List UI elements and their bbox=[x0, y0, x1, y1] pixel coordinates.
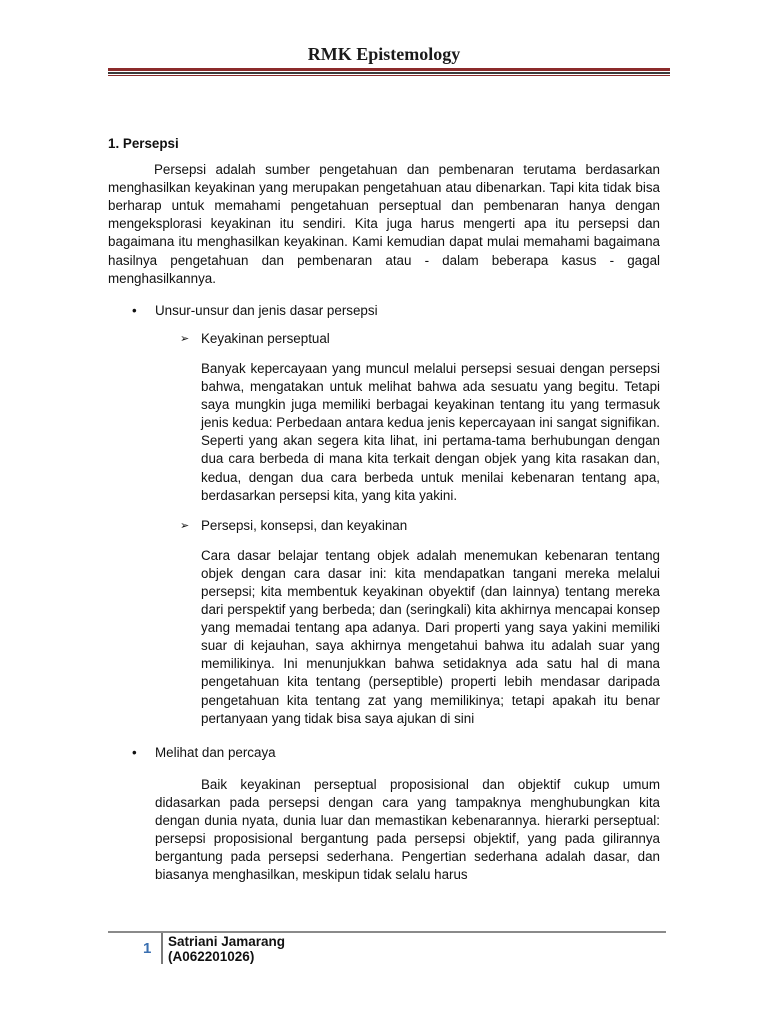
sub-item bbox=[108, 517, 660, 535]
header-rule-middle bbox=[108, 72, 670, 74]
intro-paragraph: Persepsi adalah sumber pengetahuan dan pembenaran terutama berdasarkan menghasilkan keyakinan yang merupakan pengetahuan atau dibenarkan. Tapi kita tidak bisa berharap untuk memahami pengetahuan perseptual dan pembenaran hanya dengan mengeksplorasi keyakinan itu sendiri. Kita juga harus mengerti apa itu persepsi dan bagaimana itu menghasilkan keyakinan. Kami kemudian dapat mulai memahami bagaimana hasilnya pengetahuan dan pembenaran atau - dalam beberapa kasus - gagal menghasilkannya. bbox=[108, 162, 660, 286]
bullet-icon: • bbox=[132, 302, 137, 318]
header-rule-top bbox=[108, 68, 670, 71]
sub-item bbox=[108, 330, 660, 348]
sub-item-label: Persepsi, konsepsi, dan keyakinan bbox=[201, 517, 408, 533]
footer-rule bbox=[108, 931, 666, 933]
author-name: Satriani Jamarang bbox=[168, 934, 286, 949]
bullet-icon: • bbox=[132, 744, 137, 760]
bullet-item bbox=[108, 302, 660, 320]
bullet-label: Melihat dan percaya bbox=[155, 744, 276, 760]
page-number: 1 bbox=[143, 940, 152, 957]
document-body bbox=[108, 135, 660, 884]
footer-author-block bbox=[168, 934, 285, 964]
sub-item-paragraph: Cara dasar belajar tentang objek adalah menemukan kebenaran tentang objek dengan cara dasar ini: kita mendapatkan tangani mereka melalui persepsi; kita membentuk keyakinan obyektif (dan lainnya) tentang mereka dari perspektif yang berbeda; dan (seringkali) kita akhirnya mencapai konsep yang memadai tentang apa adanya. Dari properti yang saya yakini memiliki suar di kejauhan, saya akhirnya mengetahui bahwa itu adalah suar yang memilikinya. Ini menunjukkan bahwa setidaknya ada satu hal di mana pengetahuan kita tentang (perseptible) properti lebih mendasar daripada pengetahuan kita tentang zat yang memilikinya; tetapi apakah itu benar pertanyaan yang tidak bisa saya ajukan di sini bbox=[201, 547, 660, 726]
bullet-label: Unsur-unsur dan jenis dasar persepsi bbox=[155, 302, 378, 318]
footer-divider bbox=[161, 933, 163, 964]
bullet-item bbox=[108, 744, 660, 762]
header-title: RMK Epistemology bbox=[307, 44, 461, 64]
arrow-bullet-icon: ➢ bbox=[180, 519, 190, 532]
sub-item-label: Keyakinan perseptual bbox=[201, 330, 330, 346]
sub-item-paragraph: Banyak kepercayaan yang muncul melalui persepsi sesuai dengan persepsi bahwa, mengatakan untuk melihat bahwa ada sesuatu yang begitu. Tetapi saya mungkin juga memiliki berbagai keyakinan tentang itu yang termasuk jenis kedua: Perbedaan antara kedua jenis kepercayaan ini sangat signifikan. Seperti yang akan segera kita lihat, ini pertama-tama berhubungan dengan dua cara berbeda di mana kita terkait dengan objek yang kita rasakan dan, kedua, dengan dua cara berbeda untuk menilai kebenaran tentang apa, berdasarkan persepsi kita, yang kita yakini. bbox=[201, 360, 660, 503]
arrow-bullet-icon: ➢ bbox=[180, 332, 190, 345]
bullet-paragraph: Baik keyakinan perseptual proposisional dan objektif cukup umum didasarkan pada persepsi dengan cara yang tampaknya menghubungkan kita dengan dunia nyata, dunia luar dan memastikan kebenarannya. hierarki perseptual: persepsi proposisional bergantung pada persepsi objektif, yang pada gilirannya bergantung pada persepsi sederhana. Pengertian sederhana adalah dasar, dan biasanya menghasilkan, meskipun tidak selalu harus bbox=[155, 776, 660, 883]
header-rule-bottom bbox=[108, 75, 670, 76]
section-title: 1. Persepsi bbox=[108, 136, 179, 151]
student-id: (A062201026) bbox=[168, 949, 255, 964]
